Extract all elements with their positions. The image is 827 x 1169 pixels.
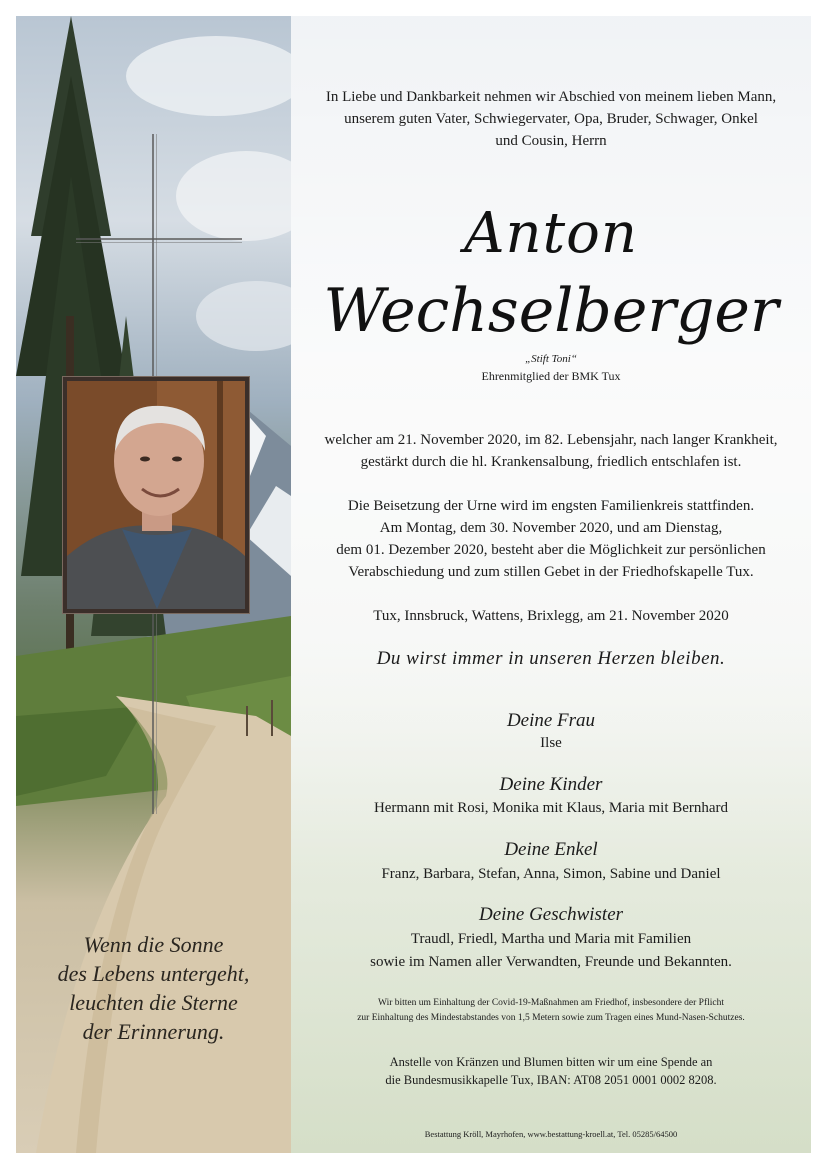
relative-heading-children: Deine Kinder xyxy=(499,774,603,795)
covid-line: zur Einhaltung des Mindestabstandes von 1,5 Metern sowie zum Tragen eines Mund-Nasen-Schutzes. xyxy=(357,1013,745,1023)
relative-names-siblings: Traudl, Friedl, Martha und Maria mit Familien xyxy=(410,931,692,947)
intro-line: In Liebe und Dankbarkeit nehmen wir Abschied von meinem lieben Mann, xyxy=(325,89,777,105)
closing-line: sowie im Namen aller Verwandten, Freunde und Bekannten. xyxy=(370,954,732,970)
donation-line: die Bundesmusikkapelle Tux, IBAN: AT08 2051 0001 0002 8208. xyxy=(385,1073,717,1087)
burial-line: Verabschiedung und zum stillen Gebet in der Friedhofskapelle Tux. xyxy=(348,564,754,580)
portrait-photo xyxy=(63,377,249,613)
burial-line: dem 01. Dezember 2020, besteht aber die Möglichkeit zur persönlichen xyxy=(336,542,766,558)
relative-heading-wife: Deine Frau xyxy=(506,710,596,731)
burial-line: Am Montag, dem 30. November 2020, und am Dienstag, xyxy=(379,520,723,536)
quote-line: leuchten die Sterne xyxy=(69,990,238,1015)
intro-line: und Cousin, Herrn xyxy=(495,133,607,149)
relative-names-grandchildren: Franz, Barbara, Stefan, Anna, Simon, Sabine und Daniel xyxy=(381,866,721,882)
deceased-membership: Ehrenmitglied der BMK Tux xyxy=(481,369,621,383)
relative-heading-siblings: Deine Geschwister xyxy=(478,904,624,925)
obituary-text xyxy=(291,16,811,1153)
memorial-motto: Du wirst immer in unseren Herzen bleiben. xyxy=(376,648,726,669)
death-notice xyxy=(291,429,811,473)
deceased-first-name: Anton xyxy=(464,201,638,266)
cross-horizontal-beam-shadow xyxy=(76,242,242,243)
burial-line: Die Beisetzung der Urne wird im engsten Familienkreis stattfinden. xyxy=(347,498,755,514)
intro-line: unserem guten Vater, Schwiegervater, Opa, Bruder, Schwager, Onkel xyxy=(344,111,758,127)
quote-line: Wenn die Sonne xyxy=(83,932,224,957)
donation-line: Anstelle von Kränzen und Blumen bitten wir um eine Spende an xyxy=(389,1055,713,1069)
quote-line: der Erinnerung. xyxy=(82,1019,225,1044)
portrait-illustration xyxy=(67,381,245,609)
place-and-date: Tux, Innsbruck, Wattens, Brixlegg, am 21. November 2020 xyxy=(373,608,729,624)
funeral-home-footer: Bestattung Kröll, Mayrhofen, www.bestattung-kroell.at, Tel. 05285/64500 xyxy=(424,1129,678,1139)
deceased-nickname: „Stift Toni“ xyxy=(525,353,577,365)
relative-names-children: Hermann mit Rosi, Monika mit Klaus, Maria mit Bernhard xyxy=(373,800,729,816)
memorial-quote xyxy=(16,930,291,1046)
donation-notice xyxy=(291,1053,811,1089)
obituary-card xyxy=(16,16,811,1153)
relative-heading-grandchildren: Deine Enkel xyxy=(504,839,598,860)
death-notice-line: gestärkt durch die hl. Krankensalbung, friedlich entschlafen ist. xyxy=(360,454,742,470)
quote-line: des Lebens untergeht, xyxy=(57,961,250,986)
deceased-last-name: Wechselberger xyxy=(323,276,779,346)
cross-horizontal-beam xyxy=(76,238,242,240)
covid-notice xyxy=(291,996,811,1026)
intro-text xyxy=(291,86,811,152)
relative-names-wife: Ilse xyxy=(540,735,562,751)
death-notice-line: welcher am 21. November 2020, im 82. Lebensjahr, nach langer Krankheit, xyxy=(324,432,778,448)
burial-notice xyxy=(291,495,811,583)
covid-line: Wir bitten um Einhaltung der Covid-19-Maßnahmen am Friedhof, insbesondere der Pflicht xyxy=(377,998,725,1008)
